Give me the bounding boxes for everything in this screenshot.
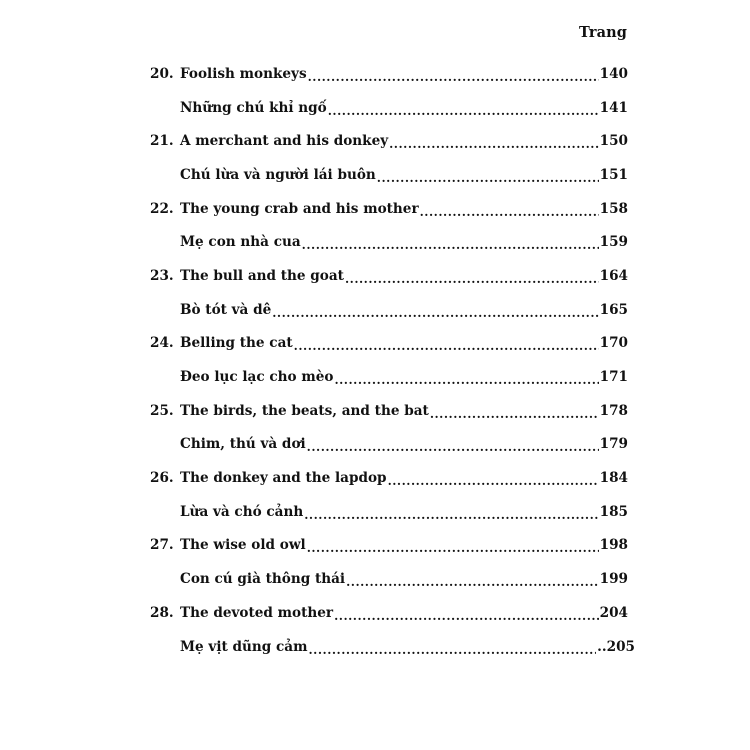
toc-entry-page: 159 [599, 234, 628, 251]
toc-entry-page: 178 [599, 402, 628, 419]
toc-entry [150, 529, 628, 563]
dot-leader [345, 272, 599, 286]
toc-entry [150, 124, 628, 158]
toc-entry-number: 22. [150, 200, 174, 217]
toc-entry [150, 562, 628, 596]
dot-leader [308, 643, 596, 657]
toc-entry [150, 327, 628, 361]
toc-entry-page: 170 [599, 335, 628, 352]
toc-entry-title: The birds, the beats, and the bat [180, 402, 429, 419]
toc-entry [150, 394, 628, 428]
dot-leader [308, 70, 599, 84]
toc-entry-page: 199 [599, 571, 628, 588]
toc-entry-title: Belling the cat [180, 335, 293, 352]
toc-entry-page: 141 [599, 99, 628, 116]
toc-entry-title: The donkey and the lapdop [180, 470, 387, 487]
toc-entry-number: 26. [150, 470, 174, 487]
toc-entry [150, 428, 628, 462]
dot-leader [377, 171, 599, 185]
dot-leader [328, 104, 599, 118]
toc-entry-title: A merchant and his donkey [180, 133, 389, 150]
toc-entry-page: 204 [599, 604, 628, 621]
dot-leader [389, 137, 598, 151]
toc-entry-number: 21. [150, 133, 174, 150]
dot-leader [334, 609, 599, 623]
toc-entry-number: 20. [150, 65, 174, 82]
toc-entry [150, 158, 628, 192]
toc-entry [150, 91, 628, 125]
page-column-header: Trang [579, 24, 627, 41]
toc-entry-number: 23. [150, 267, 174, 284]
dot-leader [334, 373, 598, 387]
dot-leader [302, 238, 599, 252]
toc-entry [150, 293, 628, 327]
toc-entry-title: The wise old owl [180, 537, 306, 554]
dot-leader [388, 474, 599, 488]
toc-entry [150, 57, 628, 91]
toc-entry-title: Mẹ vịt dũng cảm [180, 638, 308, 655]
toc-entry [150, 192, 628, 226]
dot-leader [346, 575, 599, 589]
dot-leader [304, 508, 598, 522]
toc-entry-title: Đeo lục lạc cho mèo [180, 369, 334, 386]
dot-leader [307, 541, 599, 555]
toc-entry-page: 164 [599, 267, 628, 284]
dot-leader [294, 339, 599, 353]
toc-entry-title: Foolish monkeys [180, 65, 307, 82]
toc-entry-number: 28. [150, 604, 174, 621]
toc-entry [150, 461, 628, 495]
dot-leader [420, 205, 599, 219]
toc-entry-number: 25. [150, 402, 174, 419]
toc-entry-page: 140 [599, 65, 628, 82]
toc-entry-page: 184 [599, 470, 628, 487]
toc-entry [150, 225, 628, 259]
dot-leader [307, 440, 599, 454]
toc-entry [150, 495, 628, 529]
toc-entry-title: Những chú khỉ ngố [180, 99, 327, 116]
toc-entry-title: Chú lừa và người lái buôn [180, 166, 376, 183]
toc-entry-title: Con cú già thông thái [180, 571, 346, 588]
toc-entry-number: 24. [150, 335, 174, 352]
toc-entry-title: The bull and the goat [180, 267, 344, 284]
dot-leader [272, 306, 598, 320]
toc-entry-title: The young crab and his mother [180, 200, 419, 217]
toc-entry-page: 198 [599, 537, 628, 554]
toc-entry-title: Lừa và chó cảnh [180, 503, 304, 520]
toc-entry-title: Mẹ con nhà cua [180, 234, 301, 251]
table-of-contents [150, 57, 635, 663]
toc-entry-title: Bò tót và dê [180, 301, 272, 318]
toc-entry-page: 151 [599, 166, 628, 183]
toc-entry-page: 179 [599, 436, 628, 453]
toc-entry-number: 27. [150, 537, 174, 554]
toc-entry-page: 185 [599, 503, 628, 520]
toc-entry [150, 259, 628, 293]
dot-leader [430, 407, 599, 421]
toc-entry-page: 150 [599, 133, 628, 150]
toc-entry [150, 360, 628, 394]
toc-entry-page: 158 [599, 200, 628, 217]
toc-entry-title: The devoted mother [180, 604, 334, 621]
toc-entry-page: 165 [599, 301, 628, 318]
toc-entry-page: 171 [599, 369, 628, 386]
toc-entry [150, 630, 635, 664]
toc-entry-title: Chim, thú và dơi [180, 436, 306, 453]
toc-entry-page: ..205 [597, 638, 635, 655]
toc-entry [150, 596, 628, 630]
